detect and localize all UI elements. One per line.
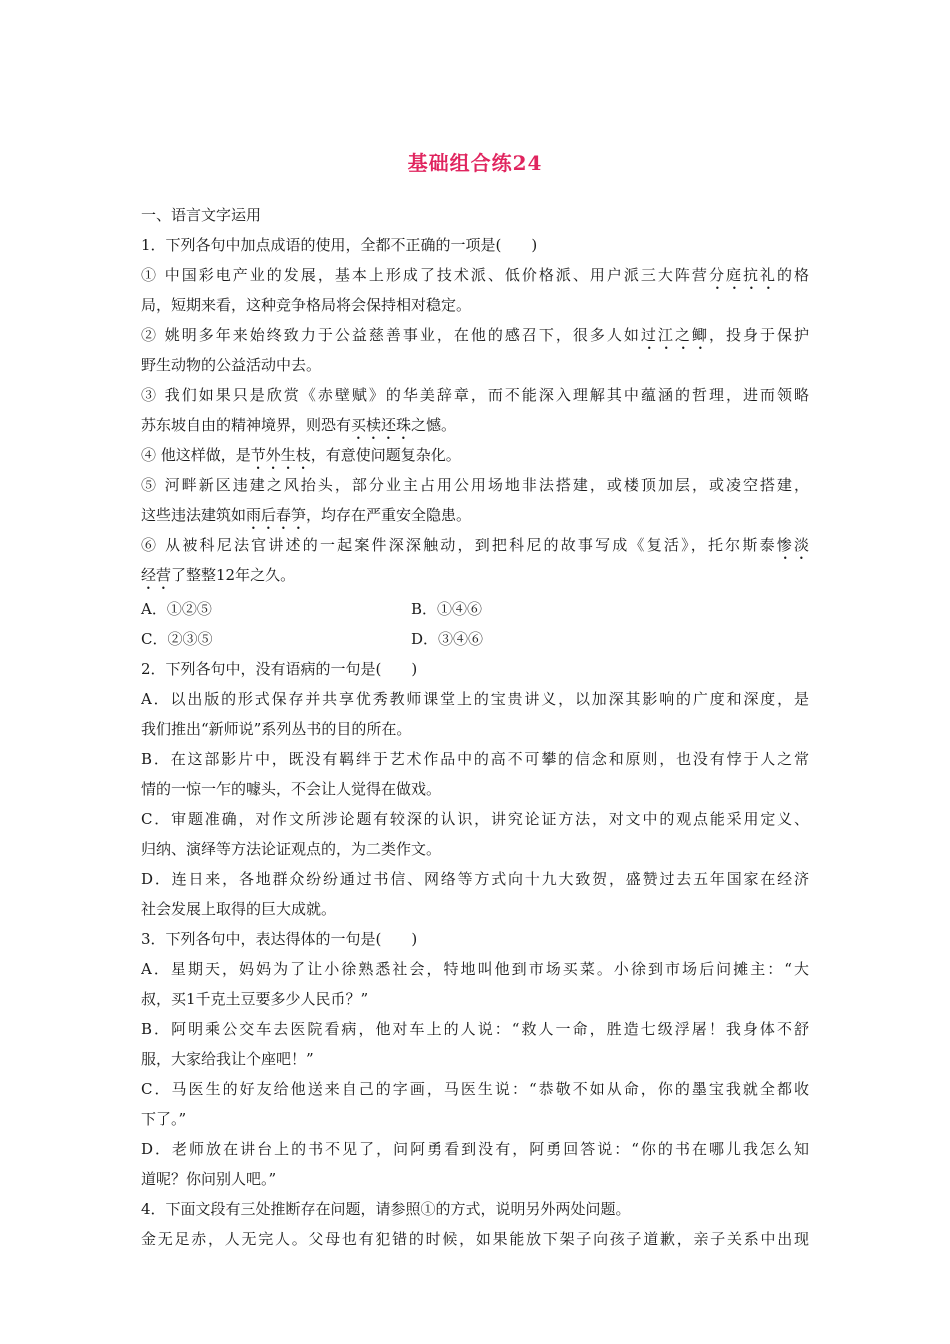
emphasized-idiom: 过江之鲫 [640, 326, 709, 344]
q2-option-d-line-2: 社会发展上取得的巨大成就。 [141, 900, 337, 918]
option-b: B．①④⑥ [411, 600, 483, 618]
q3-option-a-line-2: 叔，买1千克土豆要多少人民币？” [141, 990, 369, 1008]
q2-option-b-line-1: B．在这部影片中，既没有羁绊于艺术作品中的高不可攀的信念和原则，也没有悖于人之常 [141, 750, 809, 768]
q4-passage-line-1: 金无足赤，人无完人。父母也有犯错的时候，如果能放下架子向孩子道歉，亲子关系中出现 [141, 1230, 809, 1248]
q1-sentence-2-line-2: 野生动物的公益活动中去。 [141, 356, 322, 374]
q1-sentence-4: ④ 他这样做，是节外生枝，有意使问题复杂化。 [141, 446, 461, 464]
question-2-stem: 2．下列各句中，没有语病的一句是( ) [141, 660, 418, 678]
q2-option-d-line-1: D．连日来，各地群众纷纷通过书信、网络等方式向十九大致贺，盛赞过去五年国家在经济 [141, 870, 809, 888]
q1-options-row-1 [141, 594, 809, 624]
q3-option-c-line-1: C．马医生的好友给他送来自己的字画，马医生说：“恭敬不如从命，你的墨宝我就全都收 [141, 1080, 809, 1098]
question-4-stem: 4．下面文段有三处推断存在问题，请参照①的方式，说明另外两处问题。 [141, 1200, 631, 1218]
q1-sentence-5-line-2: 这些违法建筑如雨后春笋，均存在严重安全隐患。 [141, 506, 472, 524]
q3-option-b-line-1: B．阿明乘公交车去医院看病，他对车上的人说：“救人一命，胜造七级浮屠！我身体不舒 [141, 1020, 809, 1038]
q3-option-c-line-2: 下了。” [141, 1110, 187, 1128]
section-heading: 一、语言文字运用 [141, 206, 262, 224]
q1-sentence-1-line-2: 局，短期来看，这种竞争格局将会保持相对稳定。 [141, 296, 472, 314]
q1-sentence-2-line-1: ② 姚明多年来始终致力于公益慈善事业，在他的感召下，很多人如过江之鲫，投身于保护 [141, 326, 809, 344]
emphasized-idiom: 经营 [141, 566, 172, 584]
q1-sentence-3-line-1: ③ 我们如果只是欣赏《赤壁赋》的华美辞章，而不能深入理解其中蕴涵的哲理，进而领略 [141, 386, 809, 404]
q1-sentence-6-line-2: 经营了整整12年之久。 [141, 566, 296, 584]
q2-option-a-line-2: 我们推出“新师说”系列丛书的目的所在。 [141, 720, 412, 738]
option-a: A．①②⑤ [141, 600, 212, 618]
q1-sentence-5-line-1: ⑤ 河畔新区违建之风抬头，部分业主占用公用场地非法搭建，或楼顶加层，或凌空搭建， [141, 476, 809, 494]
emphasized-idiom: 惨淡 [776, 536, 809, 554]
emphasized-idiom: 买椟还珠 [351, 416, 412, 434]
document-body [141, 200, 809, 1254]
q3-option-b-line-2: 服，大家给我让个座吧！” [141, 1050, 314, 1068]
q2-option-a-line-1: A．以出版的形式保存并共享优秀教师课堂上的宝贵讲义，以加深其影响的广度和深度，是 [141, 690, 809, 708]
question-3-stem: 3．下列各句中，表达得体的一句是( ) [141, 930, 418, 948]
q3-option-d-line-2: 道呢？你问别人吧。” [141, 1170, 277, 1188]
q3-option-a-line-1: A．星期天，妈妈为了让小徐熟悉社会，特地叫他到市场买菜。小徐到市场后问摊主：“大 [141, 960, 809, 978]
emphasized-idiom: 雨后春笋 [246, 506, 307, 524]
option-c: C．②③⑤ [141, 630, 213, 648]
question-1-stem: 1．下列各句中加点成语的使用，全都不正确的一项是( ) [141, 236, 538, 254]
q1-sentence-3-line-2: 苏东坡自由的精神境界，则恐有买椟还珠之憾。 [141, 416, 457, 434]
option-d: D．③④⑥ [411, 630, 484, 648]
emphasized-idiom: 节外生枝 [250, 446, 311, 464]
page-title: 基础组合练24 [407, 151, 543, 175]
emphasized-idiom: 分庭抗礼 [708, 266, 777, 284]
q1-options-row-2 [141, 624, 809, 654]
q2-option-c-line-2: 归纳、演绎等方法论证观点的，为二类作文。 [141, 840, 442, 858]
q1-sentence-6-line-1: ⑥ 从被科尼法官讲述的一起案件深深触动，到把科尼的故事写成《复活》，托尔斯泰惨淡 [141, 536, 809, 554]
q1-sentence-1-line-1: ① 中国彩电产业的发展，基本上形成了技术派、低价格派、用户派三大阵营分庭抗礼的格 [141, 266, 809, 284]
q3-option-d-line-1: D．老师放在讲台上的书不见了，问阿勇看到没有，阿勇回答说：“你的书在哪儿我怎么知 [141, 1140, 809, 1158]
q2-option-c-line-1: C．审题准确，对作文所涉论题有较深的认识，讲究论证方法，对文中的观点能采用定义、 [141, 810, 809, 828]
q2-option-b-line-2: 情的一惊一乍的噱头，不会让人觉得在做戏。 [141, 780, 442, 798]
